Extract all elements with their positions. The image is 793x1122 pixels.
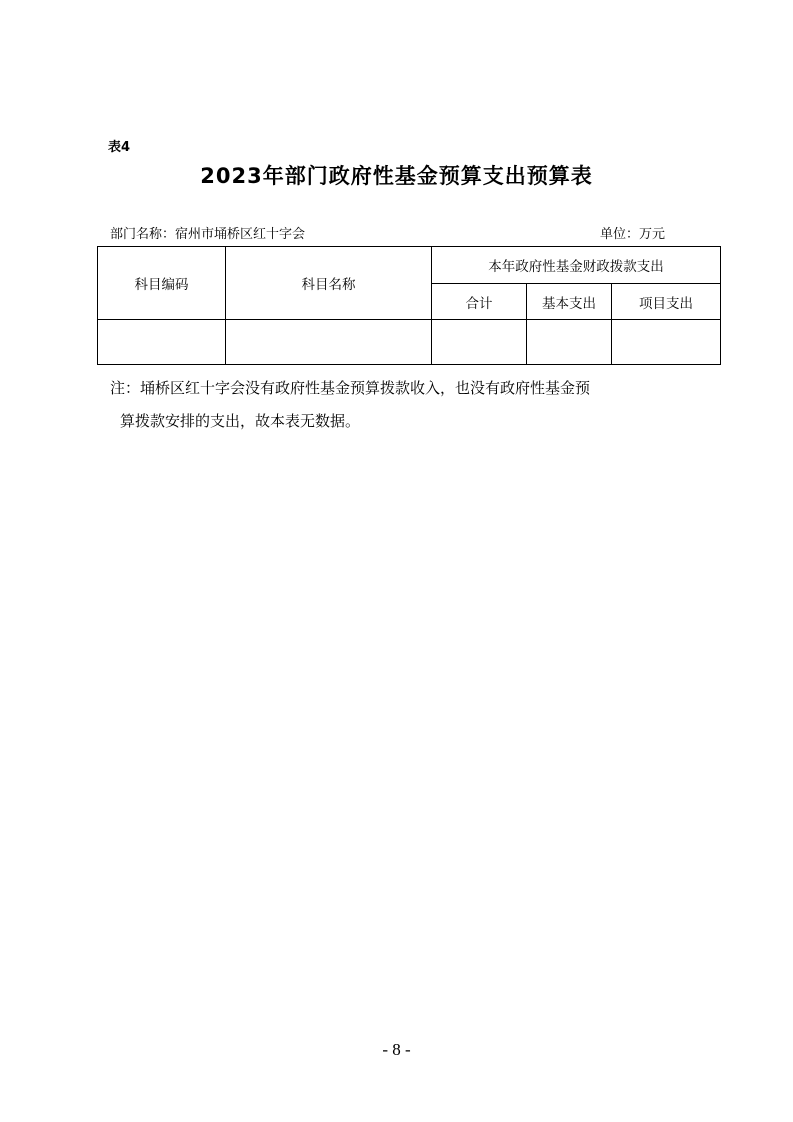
table-row [98,320,721,365]
table-header-row [98,247,721,284]
note-line-2: 算拨款安排的支出，故本表无数据。 [120,412,361,430]
table-cell [226,320,432,365]
table-cell [527,320,612,365]
header-subject-code: 科目编码 [98,247,226,320]
header-basic-expenditure: 基本支出 [527,284,612,320]
note-paragraph [110,372,720,438]
department-name: 部门名称：宿州市埇桥区红十字会 [110,227,306,242]
page-number: - 8 - [382,1040,411,1059]
table-cell [612,320,721,365]
budget-table [97,246,721,365]
table-cell [432,320,527,365]
table-label: 表4 [108,140,131,155]
page-title: 2023年部门政府性基金预算支出预算表 [200,164,593,188]
note-line-1: 注：埇桥区红十字会没有政府性基金预算拨款收入，也没有政府性基金预 [110,379,591,397]
unit-label: 单位：万元 [600,227,666,242]
header-subject-name: 科目名称 [226,247,432,320]
table-cell [98,320,226,365]
header-project-expenditure: 项目支出 [612,284,721,320]
header-total: 合计 [432,284,527,320]
header-fund-expenditure-group: 本年政府性基金财政拨款支出 [432,247,721,284]
